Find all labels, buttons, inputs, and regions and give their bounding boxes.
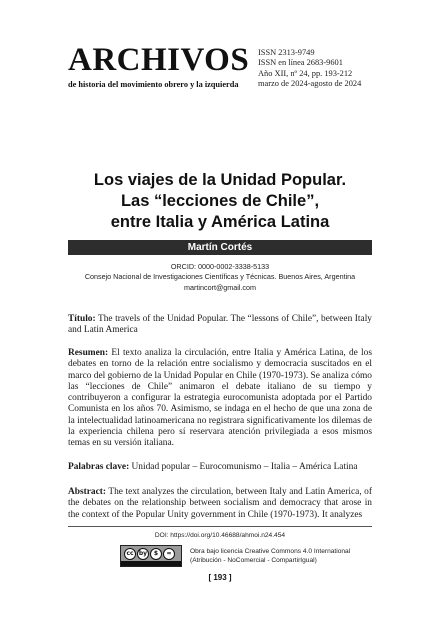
palabras-label: Palabras clave: — [68, 462, 130, 472]
license-text — [190, 547, 350, 565]
footer-divider — [68, 526, 372, 527]
article-title-line: Los viajes de la Unidad Popular. — [93, 171, 347, 189]
sa-icon: = — [163, 548, 175, 560]
journal-subtitle: de historia del movimiento obrero y la izquierda — [68, 80, 239, 89]
issue-pages: Año XII, nº 24, pp. 193-212 — [258, 68, 353, 78]
author-name: Martín Cortés — [187, 242, 253, 253]
nc-icon: $ — [150, 548, 162, 560]
issue-date: marzo de 2024-agosto de 2024 — [258, 79, 362, 89]
license-line: (Atribución - NoComercial - CompartirIgual) — [190, 557, 317, 564]
institution: Consejo Nacional de Investigaciones Científicas y Técnicas. Buenos Aires, Argentina — [84, 272, 356, 282]
journal-brand — [68, 44, 249, 90]
issue-metadata — [258, 48, 361, 90]
cc-strip — [121, 561, 181, 566]
article-title-line: Las “lecciones de Chile”, — [120, 192, 320, 210]
issn-online: ISSN en línea 2683-9601 — [258, 58, 343, 68]
abstract-paragraph — [68, 487, 372, 521]
resumen-label: Resumen: — [68, 348, 109, 358]
titulo-label: Título: — [68, 314, 96, 324]
orcid: ORCID: 0000-0002-3338-5133 — [170, 262, 270, 271]
journal-title: ARCHIVOS — [68, 42, 250, 78]
article-title — [68, 170, 372, 233]
author-affiliation — [68, 262, 372, 293]
license-line: Obra bajo licencia Creative Commons 4.0 International — [190, 548, 351, 555]
issn-print: ISSN 2313-9749 — [258, 48, 315, 57]
titulo-text: The travels of the Unidad Popular. The “lessons of Chile”, between Italy and Latin America — [68, 314, 372, 336]
page-number: [ 193 ] — [208, 573, 232, 582]
by-icon: by — [137, 548, 149, 560]
creative-commons-badge — [120, 545, 182, 567]
resumen-text: El texto analiza la circulación, entre Italia y América Latina, de los debates en torno de la relación entre socialismo y democracia suscitados en el marco del gobierno de la Unidad Popular en Chile (1970-1973). Se analiza cómo las “lecciones de Chile” animaron el debate italiano de su tiempo y contribuyeron a configurar la estrategia eurocomunista adoptada por el Partido Comunista en los años 70. Asimismo, se indaga en el hecho de que una zona de la intelectualidad latinoamericana no registrara significativamente los dilemas de la experiencia chilena pero sí reservara atención privilegiada a esos mismos temas en su versión italiana. — [68, 348, 372, 449]
article-title-line: entre Italia y América Latina — [110, 213, 330, 231]
resumen-paragraph — [68, 348, 372, 450]
abstract-text: The text analyzes the circulation, between Italy and Latin America, of the debates on the relationship between socialism and democracy that arose in the context of the Popular Unity government in Chile (1970-1973). It analyzes — [68, 487, 372, 520]
abstract-label: Abstract: — [68, 487, 107, 497]
palabras-text: Unidad popular – Eurocomunismo – Italia – América Latina — [131, 462, 358, 472]
english-title-paragraph — [68, 314, 372, 337]
keywords-paragraph — [68, 462, 372, 473]
author-email[interactable]: martincort@gmail.com — [184, 282, 256, 292]
doi-link[interactable]: DOI: https://doi.org/10.46688/ahmoi.n24.454 — [154, 532, 286, 539]
cc-icon: cc — [124, 548, 136, 560]
